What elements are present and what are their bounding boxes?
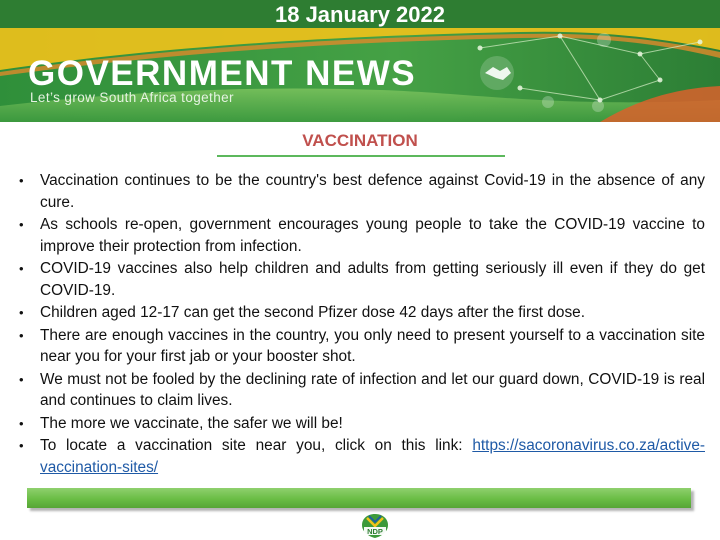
list-item-text: There are enough vaccines in the country, you only need to present yourself to a vaccination site near you for your first jab or your booster shot. [40,326,705,366]
list-item-text: Children aged 12-17 can get the second Pfizer dose 42 days after the first dose. [40,304,585,322]
banner-title: GOVERNMENT NEWS [28,54,417,93]
list-item [19,258,705,302]
locate-site-item [19,435,705,479]
list-item [19,325,705,369]
bullet-marker: • [19,438,24,454]
heading-underline [217,155,505,157]
bullet-marker: • [19,217,24,233]
bullet-marker: • [19,371,24,387]
list-item-text: Vaccination continues to be the country's best defence against Covid-19 in the absence of any cure. [40,172,705,211]
ndp-logo-text: NDP [367,527,383,536]
footer-bar [27,488,691,508]
list-item [19,369,705,413]
banner-tagline: Let’s grow South Africa together [30,90,234,105]
section-heading: VACCINATION [302,131,418,150]
list-item [19,302,705,324]
bullet-marker: • [19,327,24,343]
list-item-text: As schools re-open, government encourages young people to take the COVID-19 vaccine to improve their protection from infection. [40,216,705,255]
list-item-text: The more we vaccinate, the safer we will be! [40,414,343,432]
list-item [19,214,705,258]
bullet-marker: • [19,305,24,321]
bullet-list [19,170,705,479]
list-item-text: We must not be fooled by the declining rate of infection and let our guard down, COVID-19 is real and continues to claim lives. [40,370,705,410]
date-text: 18 January 2022 [274,2,446,27]
government-news-banner [0,28,720,122]
bullet-marker: • [19,415,24,431]
date-bar [0,0,720,28]
vaccination-sites-link[interactable]: https://sacoronavirus.co.za/active-vaccination-sites/ [40,437,705,476]
bullet-marker: • [19,261,24,277]
ndp-logo [358,512,392,540]
locate-site-text: To locate a vaccination site near you, click on this link: [40,437,473,455]
bullet-marker: • [19,173,24,188]
handshake-icon [480,56,514,90]
list-item [19,170,705,214]
list-item [19,413,705,435]
list-item-text: COVID-19 vaccines also help children and adults from getting seriously ill even if they do get COVID-19. [40,260,705,299]
